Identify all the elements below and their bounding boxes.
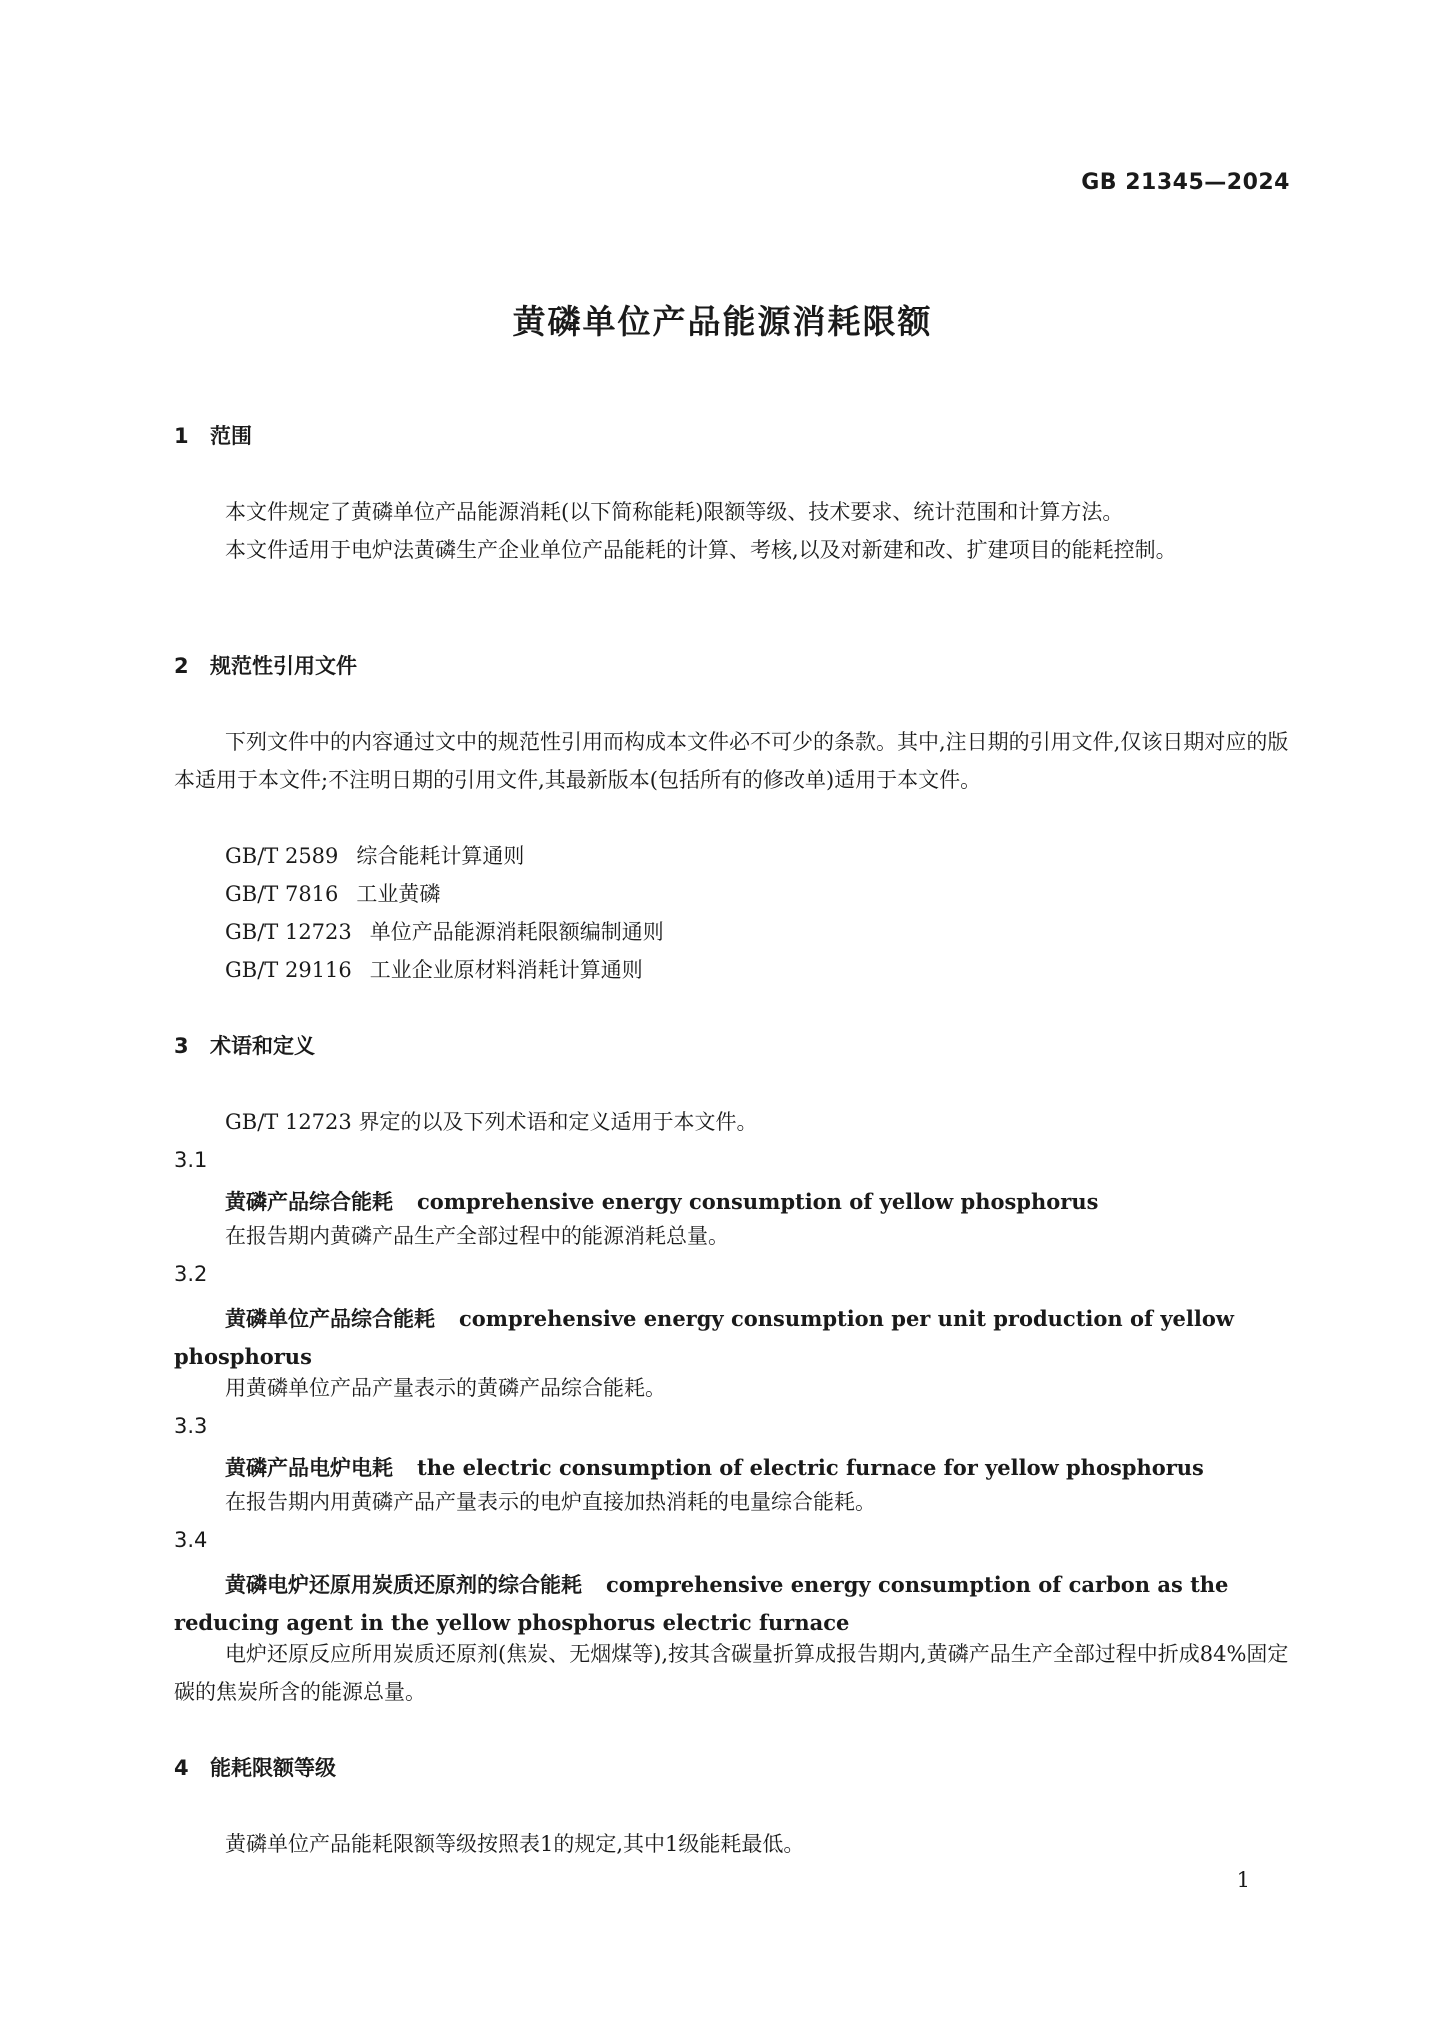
term-chinese: 黄磷产品综合能耗 <box>225 1190 393 1214</box>
reference-code: GB/T 7816 <box>225 882 339 906</box>
section-3-heading <box>174 1030 315 1060</box>
section-number: 3 <box>174 1034 189 1058</box>
section-title: 术语和定义 <box>210 1034 315 1058</box>
section-2-heading <box>174 650 357 680</box>
term-entry <box>174 1452 1204 1482</box>
page-number: 1 <box>1236 1868 1250 1892</box>
reference-title: 综合能耗计算通则 <box>356 844 525 868</box>
term-entry <box>174 1186 1098 1216</box>
section-number: 2 <box>174 654 189 678</box>
clause-number: 3.2 <box>174 1262 208 1286</box>
term-chinese: 黄磷产品电炉电耗 <box>225 1456 393 1480</box>
term-english: comprehensive energy consumption of carbon as the reducing agent in the yellow phosphorus electric furnace <box>174 1572 1229 1635</box>
reference-item <box>174 875 440 913</box>
paragraph: 本文件规定了黄磷单位产品能源消耗(以下简称能耗)限额等级、技术要求、统计范围和计算方法。 <box>225 500 1124 524</box>
term-entry <box>174 1566 1289 1642</box>
section-number: 1 <box>174 424 189 448</box>
section-4-heading <box>174 1752 336 1782</box>
term-entry <box>174 1300 1289 1376</box>
clause-number: 3.4 <box>174 1528 208 1552</box>
term-definition: 在报告期内黄磷产品生产全部过程中的能源消耗总量。 <box>225 1224 729 1248</box>
reference-code: GB/T 2589 <box>225 844 339 868</box>
term-english: the electric consumption of electric furnace for yellow phosphorus <box>417 1455 1204 1480</box>
section-1-heading <box>174 420 252 450</box>
reference-code: GB/T 12723 <box>225 920 352 944</box>
reference-title: 工业黄磷 <box>356 882 441 906</box>
standard-number: GB 21345—2024 <box>1081 170 1290 195</box>
reference-title: 单位产品能源消耗限额编制通则 <box>369 920 664 944</box>
reference-code: GB/T 29116 <box>225 958 352 982</box>
document-title: 黄磷单位产品能源消耗限额 <box>512 302 933 341</box>
term-definition: 用黄磷单位产品产量表示的黄磷产品综合能耗。 <box>225 1376 666 1400</box>
paragraph: 本文件适用于电炉法黄磷生产企业单位产品能耗的计算、考核,以及对新建和改、扩建项目的能耗控制。 <box>225 538 1177 562</box>
term-chinese: 黄磷电炉还原用炭质还原剂的综合能耗 <box>225 1573 582 1597</box>
section-title: 规范性引用文件 <box>210 654 357 678</box>
clause-number: 3.3 <box>174 1414 208 1438</box>
reference-item <box>174 913 664 951</box>
term-definition: 电炉还原反应所用炭质还原剂(焦炭、无烟煤等),按其含碳量折算成报告期内,黄磷产品生产全部过程中折成84%固定碳的焦炭所含的能源总量。 <box>174 1642 1289 1704</box>
term-definition: 在报告期内用黄磷产品产量表示的电炉直接加热消耗的电量综合能耗。 <box>225 1490 876 1514</box>
reference-title: 工业企业原材料消耗计算通则 <box>369 958 643 982</box>
term-english: comprehensive energy consumption of yellow phosphorus <box>417 1189 1099 1214</box>
section-title: 范围 <box>210 424 252 448</box>
paragraph: 黄磷单位产品能耗限额等级按照表1的规定,其中1级能耗最低。 <box>225 1832 805 1856</box>
paragraph: 下列文件中的内容通过文中的规范性引用而构成本文件必不可少的条款。其中,注日期的引用文件,仅该日期对应的版本适用于本文件;不注明日期的引用文件,其最新版本(包括所有的修改单)适用于本文件。 <box>174 730 1289 792</box>
section-number: 4 <box>174 1756 189 1780</box>
term-english: comprehensive energy consumption per unit production of yellow phosphorus <box>174 1306 1234 1369</box>
clause-number: 3.1 <box>174 1148 208 1172</box>
section-title: 能耗限额等级 <box>210 1756 336 1780</box>
reference-item <box>174 951 643 989</box>
paragraph: GB/T 12723 界定的以及下列术语和定义适用于本文件。 <box>225 1110 758 1134</box>
term-chinese: 黄磷单位产品综合能耗 <box>225 1307 435 1331</box>
reference-item <box>174 837 524 875</box>
